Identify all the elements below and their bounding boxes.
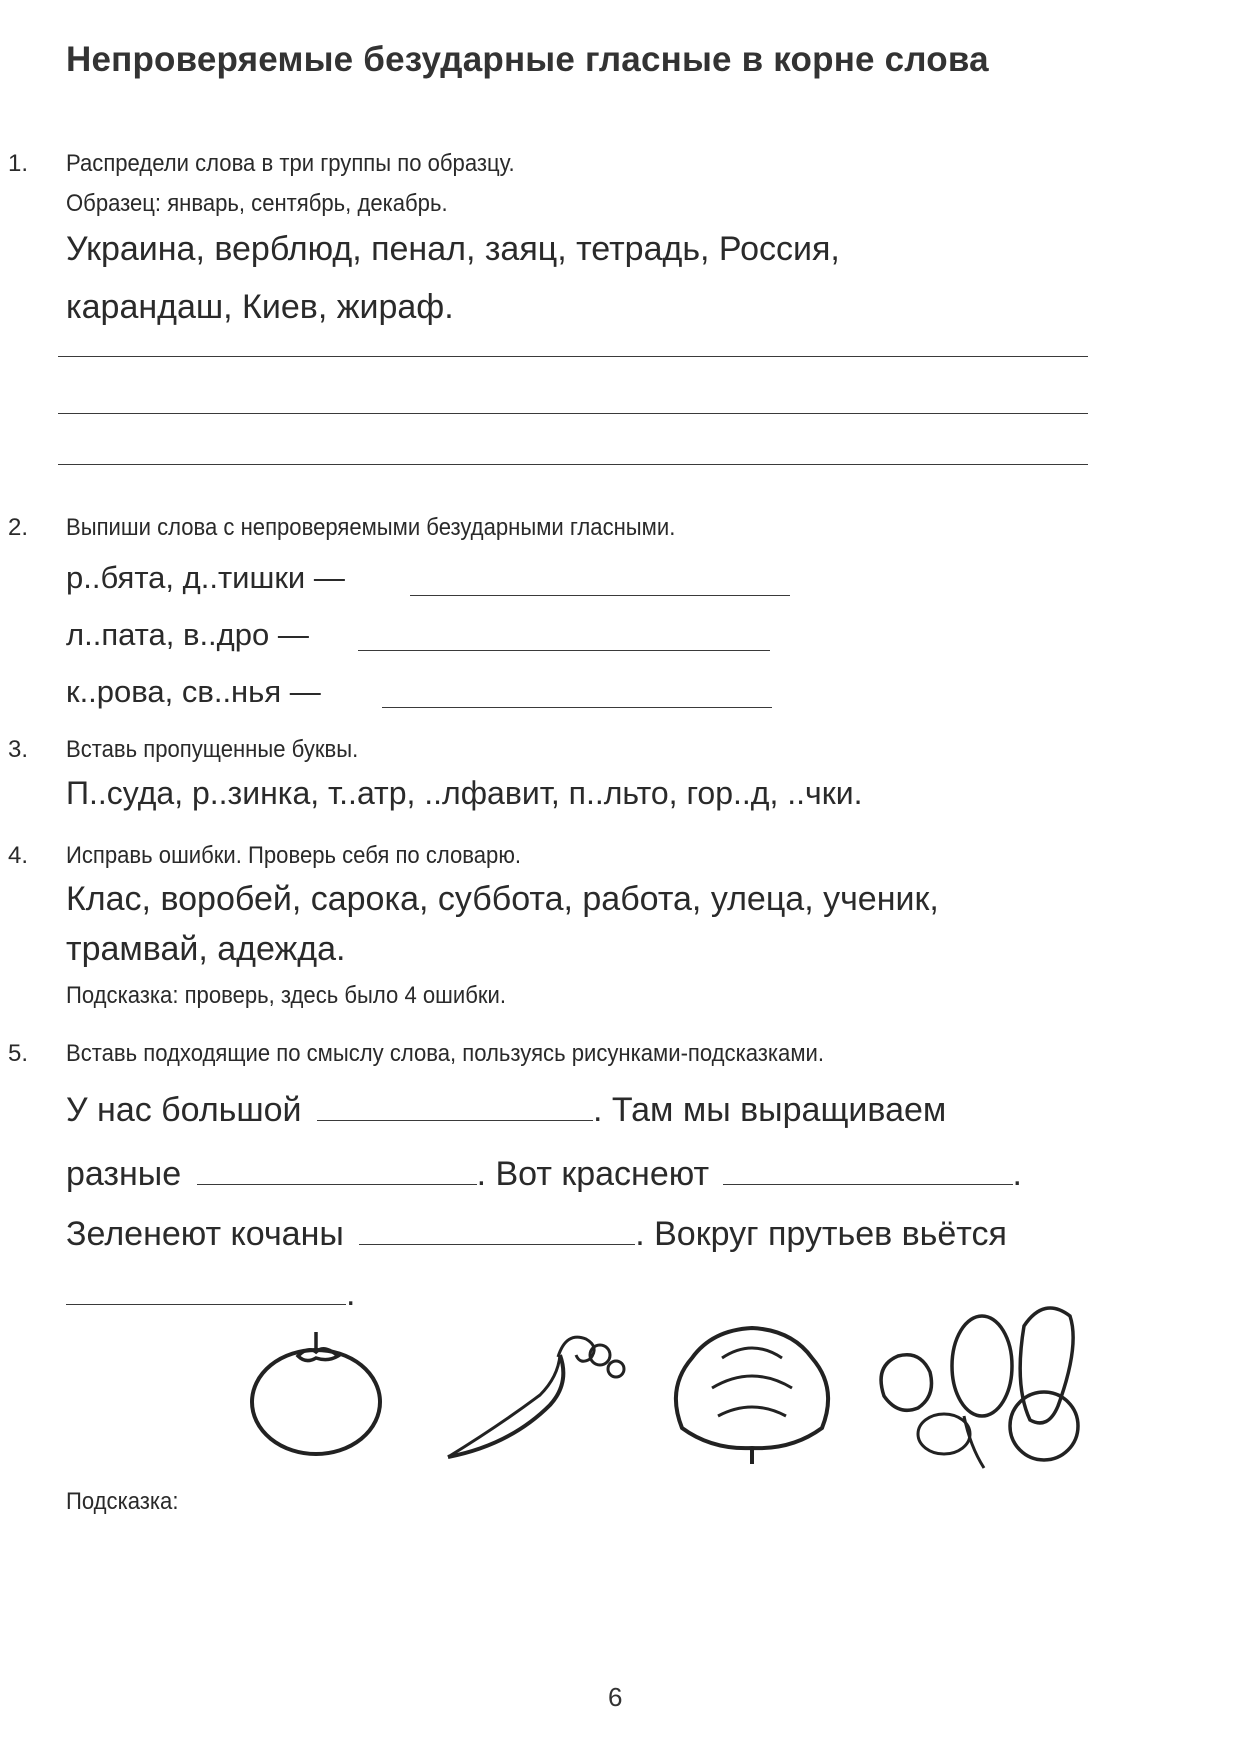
exercise-3-number: 3.	[8, 736, 29, 763]
sentence-3-start: Зеленеют кочаны	[66, 1215, 344, 1253]
exercise-2-answer-1[interactable]	[410, 595, 790, 596]
exercise-1-instruction: Распредели слова в три группы по образцу.	[66, 150, 515, 177]
exercise-2-item-1: р..бята, д..тишки —	[66, 560, 345, 595]
exercise-2-answer-3[interactable]	[382, 707, 772, 708]
exercise-3-instruction: Вставь пропущенные буквы.	[66, 736, 359, 763]
exercise-2-item-2: л..пата, в..дро —	[66, 617, 309, 652]
exercise-1-number: 1.	[8, 150, 29, 177]
exercise-4-number: 4.	[8, 842, 29, 869]
sentence-1-end: . Там мы выращиваем	[593, 1091, 947, 1129]
exercise-3-text: П..суда, р..зинка, т..атр, ..лфавит, п..льто, гор..д, ..чки.	[66, 775, 863, 811]
exercise-1-words-line1: Украина, верблюд, пенал, заяц, тетрадь, Россия,	[66, 230, 840, 268]
blank-peas[interactable]	[66, 1270, 346, 1305]
exercise-4-text-line1: Клас, воробей, сарока, суббота, работа, улеца, ученик,	[66, 880, 939, 918]
sentence-2-end: .	[1012, 1155, 1022, 1193]
exercise-4-hint: Подсказка: проверь, здесь было 4 ошибки.	[66, 982, 506, 1009]
page-number: 6	[608, 1682, 623, 1712]
exercise-2-number: 2.	[8, 514, 29, 541]
blank-vegetables[interactable]	[197, 1150, 477, 1185]
exercise-5-instruction: Вставь подходящие по смыслу слова, пользуясь рисунками-подсказками.	[66, 1040, 824, 1067]
exercise-4-instruction: Исправь ошибки. Проверь себя по словарю.	[66, 842, 522, 869]
exercise-5-sentence-3	[66, 1210, 1007, 1254]
page-title: Непроверяемые безударные гласные в корне слова	[66, 40, 989, 79]
exercise-1-sample: Образец: январь, сентябрь, декабрь.	[66, 190, 448, 217]
sentence-2-middle: . Вот краснеют	[476, 1155, 710, 1193]
exercise-2-instruction: Выпиши слова с непроверяемыми безударными гласными.	[66, 514, 676, 541]
sentence-2-start: разные	[66, 1155, 182, 1193]
tomato-icon	[248, 1328, 388, 1458]
answer-line-1[interactable]	[58, 356, 1088, 357]
exercise-5-hint-label: Подсказка:	[66, 1488, 179, 1515]
answer-line-2[interactable]	[58, 413, 1088, 414]
exercise-5-number: 5.	[8, 1040, 29, 1067]
sentence-4-end: .	[346, 1275, 356, 1313]
sentence-1-start: У нас большой	[66, 1091, 302, 1129]
exercise-4-text-line2: трамвай, адежда.	[66, 930, 346, 968]
vegetables-group-icon	[874, 1296, 1094, 1476]
exercise-5-sentence-2	[66, 1150, 1022, 1194]
blank-tomatoes[interactable]	[723, 1150, 1013, 1185]
pea-pod-icon	[440, 1325, 630, 1465]
exercise-5-sentence-4	[66, 1270, 355, 1314]
exercise-2-item-3: к..рова, св..нья —	[66, 674, 321, 709]
cabbage-icon	[662, 1318, 842, 1468]
exercise-1-words-line2: карандаш, Киев, жираф.	[66, 288, 454, 326]
answer-line-3[interactable]	[58, 464, 1088, 465]
exercise-2-answer-2[interactable]	[358, 650, 770, 651]
blank-garden[interactable]	[317, 1086, 593, 1121]
blank-cabbage[interactable]	[359, 1210, 635, 1245]
sentence-3-end: . Вокруг прутьев вьётся	[635, 1215, 1007, 1253]
exercise-5-sentence-1	[66, 1086, 946, 1130]
